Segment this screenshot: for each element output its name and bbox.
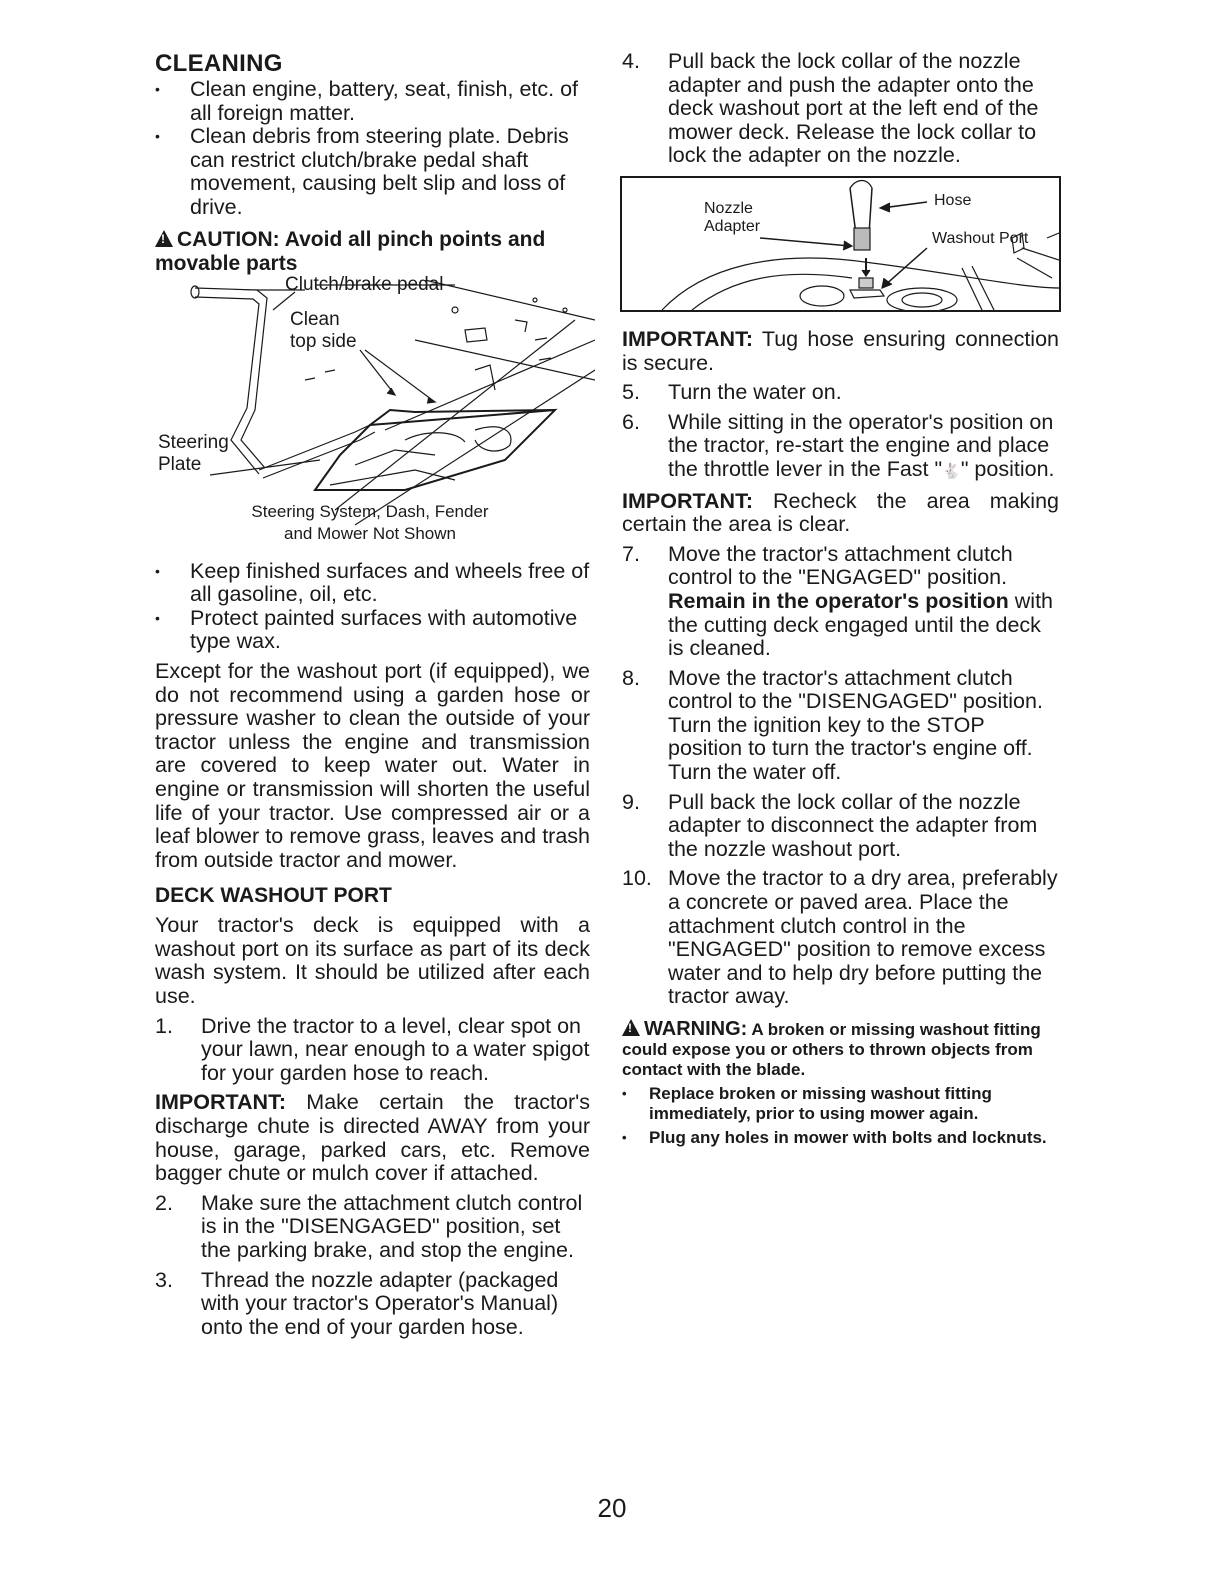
finish-bullets — [155, 560, 590, 654]
important-note-3 — [622, 490, 1059, 537]
step-number: 7. — [622, 541, 640, 566]
step-number: 8. — [622, 665, 640, 690]
bullet-clean-debris: • Clean debris from steering plate. Debris can restrict clutch/brake pedal shaft movement, causing belt slip and loss of drive. — [155, 125, 590, 219]
warning-label: WARNING: — [644, 1018, 748, 1040]
label-steering: Steering — [158, 431, 229, 453]
right-column — [622, 50, 1059, 1152]
step-number: 10. — [622, 866, 652, 891]
warning-notice — [622, 1019, 1059, 1080]
deck-washout-intro: Your tractor's deck is equipped with a washout port on its surface as part of its deck wash system. It should be utilized after each use. — [155, 913, 590, 1009]
label-nozzle: Nozzle — [704, 199, 753, 217]
caution-notice — [155, 228, 590, 276]
step-text: Pull back the lock collar of the nozzle adapter and push the adapter onto the deck washout port at the left end of the mower deck. Release the lock collar to lock the adapter on the nozzle. — [668, 49, 1039, 168]
important-label: IMPORTANT: — [155, 1090, 286, 1115]
step-text: Turn the water on. — [668, 380, 842, 405]
step-text-end: " position. — [960, 456, 1055, 481]
step-9 — [622, 791, 1059, 862]
important-note-1 — [155, 1091, 590, 1185]
page-number: 20 — [597, 1493, 627, 1523]
warning-bullet-plug: • Plug any holes in mower with bolts and locknuts. — [622, 1128, 1059, 1148]
warning-bullets — [622, 1084, 1059, 1148]
label-top-side: top side — [290, 330, 357, 352]
step-text: Move the tractor to a dry area, preferably a concrete or paved area. Place the attachment clutch control in the "ENGAGED" position to remove excess water and to help dry before putting the tractor away. — [668, 866, 1058, 1009]
warning-text: A broken or missing washout fitting could expose you or others to thrown objects from contact with the blade. — [622, 1020, 1041, 1079]
warning-triangle-icon — [622, 1019, 640, 1036]
step-3 — [155, 1269, 590, 1340]
caution-text: Avoid all pinch points and movable parts — [155, 227, 546, 275]
important-label: IMPORTANT: — [622, 326, 753, 351]
bullet-protect-painted: • Protect painted surfaces with automotive type wax. — [155, 607, 590, 654]
important-text: Tug hose ensuring connection is secure. — [622, 326, 1059, 375]
figure1-caption-line1: Steering System, Dash, Fender — [251, 501, 489, 521]
step-4 — [622, 50, 1059, 168]
step-text: Move the tractor's attachment clutch control to the "ENGAGED" position. — [668, 541, 1013, 590]
step-5 — [622, 381, 1059, 405]
step-text-end: with the cutting deck engaged until the deck is cleaned. — [668, 588, 1054, 661]
step-7 — [622, 543, 1059, 661]
left-column — [155, 50, 590, 1345]
step-10 — [622, 867, 1059, 1009]
important-note-2 — [622, 328, 1059, 375]
cleaning-bullets — [155, 78, 590, 220]
step-number: 1. — [155, 1013, 173, 1038]
bullet-clean-engine: • Clean engine, battery, seat, finish, etc. of all foreign matter. — [155, 78, 590, 125]
label-washout-port: Washout Port — [932, 229, 1029, 247]
step-8 — [622, 667, 1059, 785]
label-clutch-brake-pedal: Clutch/brake pedal — [285, 273, 444, 295]
label-plate: Plate — [158, 453, 202, 475]
important-label: IMPORTANT: — [622, 488, 753, 513]
step-number: 5. — [622, 380, 640, 405]
label-clean: Clean — [290, 308, 340, 330]
step-text: Drive the tractor to a level, clear spot on your lawn, near enough to a water spigot for your garden hose to reach. — [201, 1013, 590, 1085]
important-text: Make certain the tractor's discharge chute is directed AWAY from your house, garage, parked cars, etc. Remove bagger chute or mulch cover if attached. — [155, 1090, 590, 1186]
step-text: Move the tractor's attachment clutch control to the "DISENGAGED" position. Turn the ignition key to the STOP position to turn the tractor's engine off. Turn the water off. — [668, 665, 1043, 785]
step-text: Thread the nozzle adapter (packaged with your tractor's Operator's Manual) onto the end of your garden hose. — [201, 1267, 559, 1339]
step-number: 2. — [155, 1190, 173, 1215]
step-text-bold: Remain in the operator's position — [668, 588, 1009, 613]
figure1-caption-line2: and Mower Not Shown — [284, 523, 456, 543]
step-number: 6. — [622, 409, 640, 434]
step-text: Make sure the attachment clutch control is in the "DISENGAGED" position, set the parking brake, and stop the engine. — [201, 1190, 583, 1262]
caution-label: CAUTION: — [177, 227, 280, 251]
step-text: While sitting in the operator's position on the tractor, re-start the engine and place the throttle lever in the Fast " — [668, 409, 1054, 481]
label-hose: Hose — [934, 191, 972, 209]
washout-advice-paragraph: Except for the washout port (if equipped), we do not recommend using a garden hose or pressure washer to clean the outside of your tractor unless the engine and transmission are covered to keep water out. Water in engine or transmission will shorten the useful life of your tractor. Use compressed air or a leaf blower to remove grass, leaves and trash from outside tractor and mower. — [155, 658, 590, 872]
step-6 — [622, 411, 1059, 484]
step-number: 4. — [622, 49, 640, 73]
caution-triangle-icon — [155, 230, 173, 247]
washout-port-figure — [620, 176, 1061, 312]
step-number: 9. — [622, 789, 640, 814]
step-number: 3. — [155, 1267, 173, 1292]
step-1 — [155, 1015, 590, 1086]
bullet-keep-finished: • Keep finished surfaces and wheels free of all gasoline, oil, etc. — [155, 560, 590, 607]
step-text: Pull back the lock collar of the nozzle adapter to disconnect the adapter from the nozzle washout port. — [668, 789, 1038, 861]
label-adapter: Adapter — [704, 217, 761, 235]
fast-rabbit-icon: 🐇 — [942, 462, 961, 480]
warning-bullet-replace: • Replace broken or missing washout fitting immediately, prior to using mower again. — [622, 1084, 1059, 1124]
important-text: Recheck the area making certain the area is clear. — [622, 488, 1060, 537]
cleaning-heading: CLEANING — [155, 50, 283, 77]
deck-washout-heading: DECK WASHOUT PORT — [155, 884, 392, 908]
steering-plate-figure — [155, 273, 595, 550]
step-2 — [155, 1192, 590, 1263]
